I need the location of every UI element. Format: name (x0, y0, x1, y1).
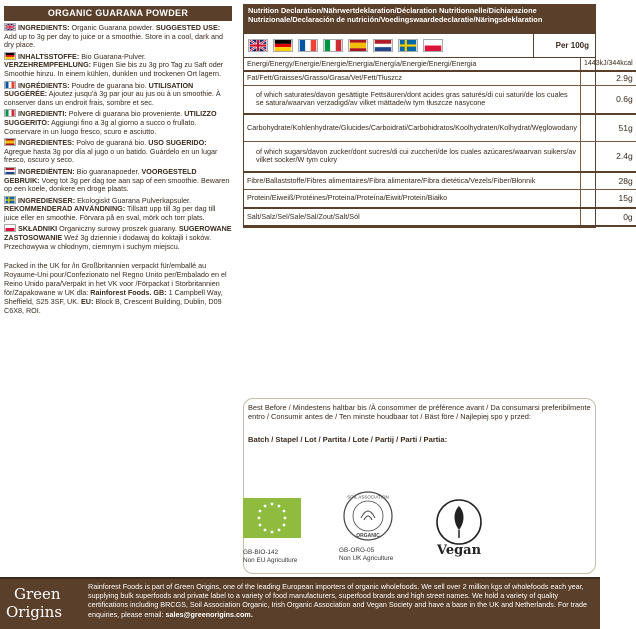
footer-text: Rainforest Foods is part of Green Origins, one of the leading European importers of organic wholefoods. We sell over 2 million kgs of wholefoods each year, supplying bulk superfoods and private label to a variety of food manufacturers, superfood brands and high street names. We hold a variety of quality certifications including BRCGS, Soil Association Organic, Irish Organic Association and Vegan Society and have a base in the UK and Netherlands. For trade enquiries, please email: sales@greenorigins.com. (88, 582, 588, 619)
nutrient-label: Carbohydrate/Kohlenhydrate/Glucides/Carboidrati/Carbohidratos/Koolhydraten/Kolhydrat/Węglowodany (244, 114, 581, 142)
flag-de-icon (273, 39, 293, 52)
nutrition-panel (243, 4, 633, 228)
flag-nl-icon (373, 39, 393, 52)
ingredients-pl: SKŁADNIKI Organiczny surowy proszek guarany. SUGEROWANE ZASTOSOWANIE Weź 3g dziennie i dodawaj do koktajli i soków. Przechowywa w chłodnym, ciemnym i suchym miejscu. (4, 224, 232, 251)
svg-text:ORGANIC: ORGANIC (356, 533, 380, 539)
flag-uk-icon (248, 39, 268, 52)
nutrient-value: 15g (581, 190, 636, 208)
bold-label: SUGGESTED USE: (155, 23, 221, 32)
ingredients-se: INGREDIENSER: Ekologiskt Guarana Pulverkapsuler. REKOMMENDERAD ANVÄNDNING: Tillsätt upp till 3g per dag till juice eller en smoothie. Förvara på en sval, mörk och torr plats. (4, 195, 216, 222)
flag-fr-icon (4, 81, 16, 89)
bold-label: INGREDIENTES: (18, 138, 75, 148)
soil-code: GB-ORG-05 (339, 547, 375, 554)
soil-top-text: SOIL ASSOCIATION (347, 494, 389, 500)
flag-pl-icon (423, 39, 443, 52)
nutrition-row (244, 208, 636, 226)
nutrition-row (244, 172, 636, 190)
vegan-sunflower-icon (423, 492, 495, 560)
nutrient-value: 2.4g (581, 142, 636, 172)
bold-label: EU: (80, 297, 94, 307)
eu-leaf-icon (243, 498, 301, 538)
flag-es-icon (348, 39, 368, 52)
brand-line-1: Green (14, 585, 61, 603)
nutrient-value: 1443kJ/344kcal (581, 58, 636, 71)
flag-de-icon (4, 52, 16, 60)
bold-label: SUGEROWANE ZASTOSOWANIE (4, 224, 232, 243)
bold-label: VOORGESTELD GEBRUIK: (4, 166, 197, 185)
nutrition-row (244, 85, 636, 113)
flag-se-icon (398, 39, 418, 52)
flags (244, 34, 533, 57)
soil-agri: Non UK Agriculture (339, 554, 394, 562)
flag-pl-icon (4, 224, 16, 232)
eu-code: GB-BIO-142 (243, 549, 279, 556)
bold-label: UTILISATION SUGGÉRÉE: (4, 80, 194, 99)
product-title: ORGANIC GUARANA POWDER (4, 6, 232, 21)
nutrient-value: 2.9g (581, 71, 636, 85)
bold-label: Rainforest Foods. GB: (90, 288, 167, 298)
flag-fr-icon (298, 39, 318, 52)
vegan-text: Vegan (436, 543, 482, 558)
nutrient-value: 51g (581, 114, 636, 142)
nutrition-row (244, 190, 636, 208)
brand-line-2: Origins (6, 603, 63, 621)
soil-association-icon (339, 490, 397, 542)
nutrient-label: of which sugars/davon zucker/dont sucres/di cui zuccheri/de los cuales azúcares/waarvan suikers/av vilket socker/W tym cukry (244, 142, 581, 172)
bold-label: INHALTSSTOFFE: (18, 51, 80, 61)
flag-es-icon (4, 138, 16, 146)
nutrition-row (244, 58, 636, 71)
ingredients-fr: INGRÉDIENTS: Poudre de guarana bio. UTILISATION SUGGÉRÉE: Ajoutez jusqu'à 3g par jour au jus ou à un smoothie. À conserver dans un endroit frais, sombre et sec. (4, 80, 221, 107)
flag-uk-icon (4, 23, 16, 31)
nutrient-value: 0.6g (581, 85, 636, 113)
bold-label: REKOMMENDERAD ANVÄNDNING: (4, 204, 126, 214)
nutrition-row (244, 71, 636, 85)
per-100g-label: Per 100g (533, 34, 595, 57)
nutrient-value: 28g (581, 172, 636, 190)
soil-association-logo (339, 490, 409, 562)
ingredients-es: INGREDIENTES: Polvo de guaraná bio. USO SUGERIDO: Agregue hasta 3g por día al jugo o un batido. Guárdelo en un lugar fresco, oscuro y seco. (4, 138, 218, 165)
certification-logos (243, 490, 596, 570)
left-column (4, 6, 232, 315)
bold-label: UTILIZZO SUGGERITO: (4, 109, 217, 127)
flag-it-icon (323, 39, 343, 52)
nutrient-label: Fibre/Ballaststoffe/Fibres alimentaires/Fibra alimentare/Fibra dietética/Vezels/Fiber/Błonnik (244, 172, 581, 190)
green-origins-logo (6, 581, 78, 629)
packed-info: Packed in the UK for /in Großbritannien verpackt für/emballé au Royaume-Uni pour/Confezionato nel Regno Unito per/Embalado en el Reino Unido para/Verpakt in het VK voor /Förpackat i Storbritannien för/Zapakowane w UK dla: Rainforest Foods. GB: 1 Campbell Way, Sheffield, S25 3SF, UK. EU: Block B, Crescent Building, Dublin, D09 C6X8, ROI. (4, 261, 227, 316)
ingredients-nl: INGREDIËNTEN: Bio guaranapoeder. VOORGESTELD GEBRUIK: Voeg tot 3g per dag toe aan sap of een smoothie. Bewaren op een koele, donkere en droge plaats. (4, 166, 230, 194)
bold-label: INGREDIENTI: (18, 109, 67, 119)
bold-label: sales@greenorigins.com. (165, 609, 253, 619)
bold-label: VERZEHREMPFEHLUNG: (4, 60, 92, 70)
ingredient-list (4, 23, 232, 251)
footer (0, 577, 600, 629)
eu-organic-logo (243, 498, 301, 564)
vegan-logo (423, 492, 495, 565)
nutrient-label: Fat/Fett/Graisses/Grasso/Grasa/Vet/Fett/Tłuszcz (244, 71, 581, 85)
nutrient-label: Salt/Salz/Sel/Sale/Sal/Zout/Salt/Sól (244, 208, 581, 226)
flag-row (244, 34, 595, 58)
ingredients-it: INGREDIENTI: Polvere di guarana bio proveniente. UTILIZZO SUGGERITO: Aggiungi fino a 3g al giorno a succo o frullato. Conservare in un luogo fresco, scuro e asciutto. (4, 109, 217, 136)
nutrition-table (244, 58, 636, 227)
bold-label: USO SUGERIDO: (148, 138, 207, 148)
nutrition-row (244, 142, 636, 172)
bold-label: INGREDIËNTEN: (18, 166, 75, 176)
nutrition-table-box (243, 4, 633, 228)
ingredients-de: INHALTSSTOFFE: Bio Guarana-Pulver. VERZEHREMPFEHLUNG: Fügen Sie bis zu 3g pro Tag zu Saft oder Smoothie hinzu. In einem kühlen, dunklen und trockenen Ort lagern. (4, 51, 224, 78)
nutrition-row (244, 114, 636, 142)
eu-agri: Non EU Agriculture (243, 556, 298, 564)
best-before-text: Best Before / Mindestens haltbar bis /À consommer de préférence avant / Da consumarsi preferibilmente entro / Consumir antes de / Ten minste houdbaar tot / Bäst före / Najlepiej spo y przed: (248, 403, 591, 421)
batch-text: Batch / Stapel / Lot / Partita / Lote / Partij / Parti / Partia: (248, 435, 448, 444)
bold-label: INGRÉDIENTS: (18, 80, 70, 90)
ingredients-uk: INGREDIENTS: Organic Guarana powder. SUGGESTED USE: Add up to 3g per day to juice or a smoothie. Store in a cool, dark and dry place. (4, 23, 223, 50)
bold-label: INGREDIENSER: (18, 195, 76, 205)
nutrient-label: of which saturates/davon gesättigte Fettsäuren/dont acides gras saturés/di cui saturi/de los cuales se satura/waarvan verzadigd/av vilket mättade/w tym tłuszcze nasycone (244, 85, 581, 113)
nutrient-value: 0g (581, 208, 636, 226)
flag-nl-icon (4, 167, 16, 175)
nutrient-label: Energi/Energy/Energie/Energie/Energia/Energía/Energie/Energi/Energia (244, 58, 581, 71)
nutrient-label: Protein/Eiweiß/Protéines/Proteina/Proteína/Eiwit/Protein/Białko (244, 190, 581, 208)
nutrition-header: Nutrition Declaration/Nährwertdeklaration/Déclaration Nutritionnelle/Dichiarazione Nutrizionale/Declaración de nutrición/Voedingswaardedeclaratie/Näringsdeklaration (244, 5, 595, 34)
flag-se-icon (4, 196, 16, 204)
flag-it-icon (4, 109, 16, 117)
bold-label: INGREDIENTS: (18, 23, 70, 32)
bold-label: SKŁADNIKI (18, 224, 58, 234)
